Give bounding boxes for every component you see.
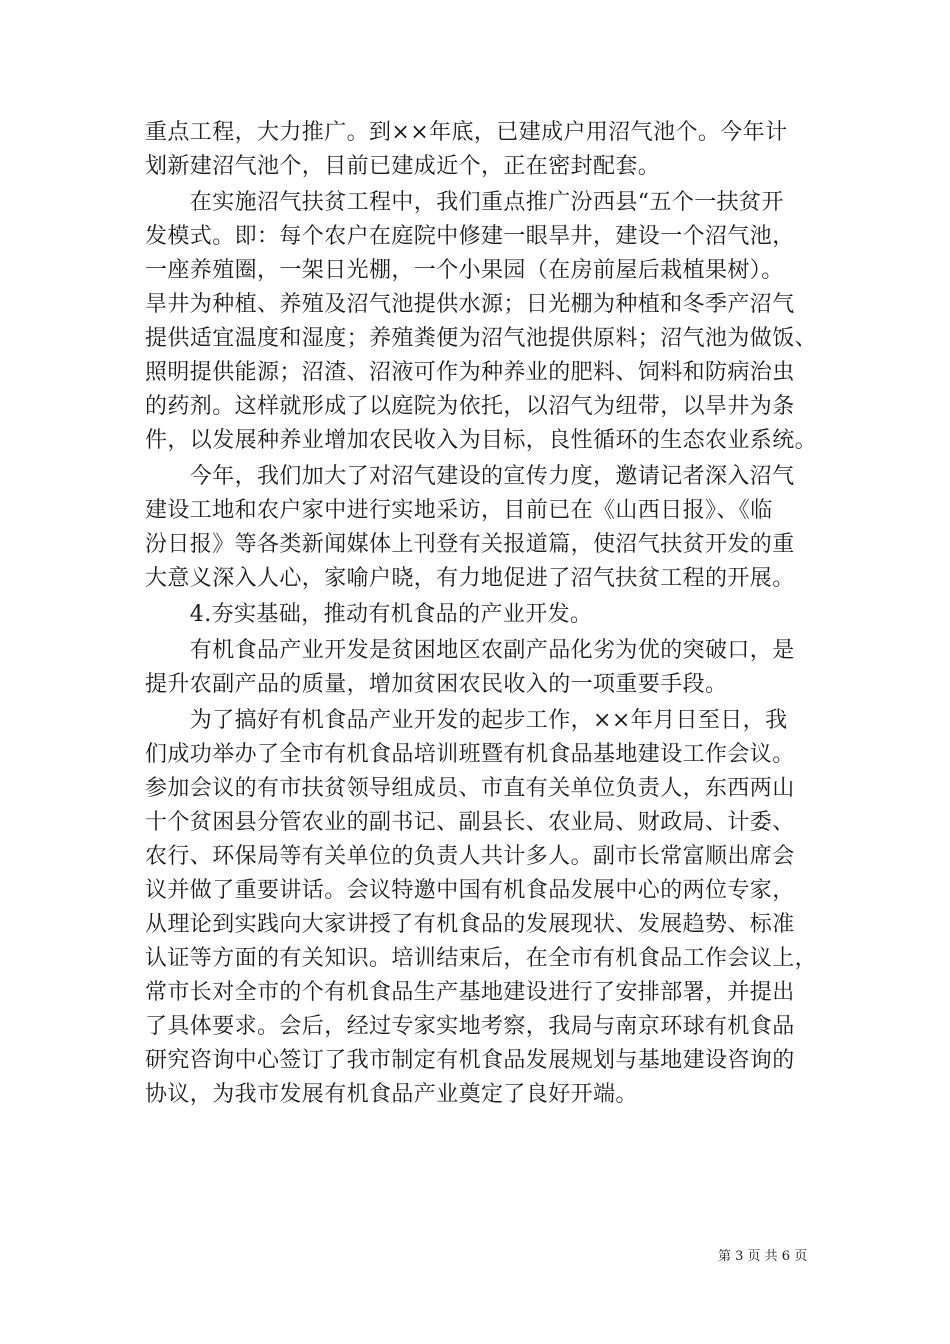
text-line: 划新建沼气池个，目前已建成近个，正在密封配套。 xyxy=(145,154,661,179)
text-line: 有机食品产业开发是贫困地区农副产品化劣为优的突破口，是 xyxy=(145,638,795,663)
text-line: 研究咨询中心签订了我市制定有机食品发展规划与基地建设咨询的 xyxy=(145,1048,795,1073)
text-line: 一座养殖圈，一架日光棚，一个小果园（在房前屋后栽植果树）。 xyxy=(145,258,784,283)
text-line: 提升农副产品的质量，增加贫困农民收入的一项重要手段。 xyxy=(145,672,728,697)
paragraph xyxy=(145,460,809,596)
text-line: 旱井为种植、养殖及沼气池提供水源；日光棚为种植和冬季产沼气 xyxy=(145,292,795,317)
text-line: 4.夯实基础，推动有机食品的产业开发。 xyxy=(145,602,593,627)
text-line: 协议，为我市发展有机食品产业奠定了良好开端。 xyxy=(145,1082,638,1107)
paragraph xyxy=(145,634,809,702)
text-line: 了具体要求。会后，经过专家实地考察，我局与南京环球有机食品 xyxy=(145,1014,795,1039)
text-line: 在实施沼气扶贫工程中，我们重点推广汾西县“五个一扶贫开 xyxy=(145,190,784,215)
text-line: 重点工程，大力推广。到××年底，已建成户用沼气池个。今年计 xyxy=(145,120,788,145)
text-line: 汾日报》等各类新闻媒体上刊登有关报道篇，使沼气扶贫开发的重 xyxy=(145,532,795,557)
text-line: 认证等方面的有关知识。培训结束后，在全市有机食品工作会议上， xyxy=(145,946,818,971)
text-line: 十个贫困县分管农业的副书记、副县长、农业局、财政局、计委、 xyxy=(145,810,795,835)
document-body xyxy=(145,116,818,1112)
text-line: 从理论到实践向大家讲授了有机食品的发展现状、发展趋势、标准 xyxy=(145,912,795,937)
text-line: 件，以发展种养业增加农民收入为目标，良性循环的生态农业系统。 xyxy=(145,428,818,453)
page-number-footer: 第 3 页 共 6 页 xyxy=(718,1249,808,1264)
text-line: 参加会议的有市扶贫领导组成员、市直有关单位负责人，东西两山 xyxy=(145,776,795,801)
text-line: 的药剂。这样就形成了以庭院为依托，以沼气为纽带，以旱井为条 xyxy=(145,394,795,419)
paragraph xyxy=(145,704,818,1112)
text-line: 照明提供能源；沼渣、沼液可作为种养业的肥料、饲料和防病治虫 xyxy=(145,360,795,385)
text-line: 常市长对全市的个有机食品生产基地建设进行了安排部署，并提出 xyxy=(145,980,795,1005)
text-line: 们成功举办了全市有机食品培训班暨有机食品基地建设工作会议。 xyxy=(145,742,795,767)
text-line: 大意义深入人心，家喻户晓，有力地促进了沼气扶贫工程的开展。 xyxy=(145,566,795,591)
text-line: 为了搞好有机食品产业开发的起步工作，××年月日至日，我 xyxy=(145,708,788,733)
text-line: 议并做了重要讲话。会议特邀中国有机食品发展中心的两位专家， xyxy=(145,878,795,903)
paragraph xyxy=(145,186,818,458)
text-line: 发模式。即：每个农户在庭院中修建一眼旱井，建设一个沼气池， xyxy=(145,224,795,249)
text-line: 农行、环保局等有关单位的负责人共计多人。副市长常富顺出席会 xyxy=(145,844,795,869)
text-line: 今年，我们加大了对沼气建设的宣传力度，邀请记者深入沼气 xyxy=(145,464,795,489)
section-heading xyxy=(145,598,809,632)
text-line: 提供适宜温度和湿度；养殖粪便为沼气池提供原料；沼气池为做饭、 xyxy=(145,326,818,351)
paragraph xyxy=(145,116,809,184)
text-line: 建设工地和农户家中进行实地采访，目前已在《山西日报》、《临 xyxy=(145,498,773,523)
